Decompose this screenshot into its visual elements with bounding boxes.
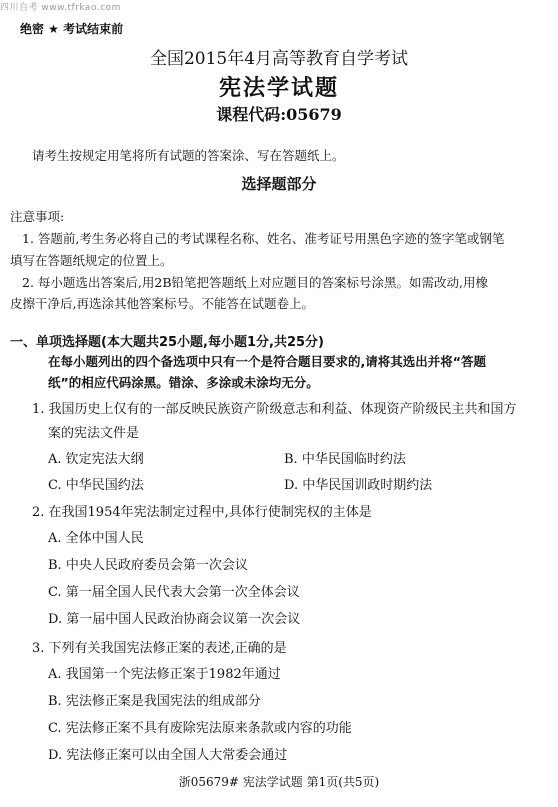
question-1-stem-line-2: 案的宪法文件是	[48, 426, 140, 441]
notes-item-1-line-2: 填写在答题纸规定的位置上。	[10, 253, 173, 268]
watermark-text: 四川自考 www.tfrkao.com	[0, 3, 121, 13]
question-3-option-c: C. 宪法修正案不具有废除宪法原来条款或内容的功能	[48, 721, 352, 736]
part1-instruction-line-2: 纸”的相应代码涂黑。错涂、多涂或未涂均无分。	[48, 375, 319, 390]
question-2-option-a: A. 全体中国人民	[48, 531, 144, 546]
question-2-option-b: B. 中央人民政府委员会第一次会议	[48, 558, 248, 573]
notes-item-2-line-2: 皮擦干净后,再选涂其他答案标号。不能答在试题卷上。	[10, 296, 314, 311]
secret-label: 绝密 ★ 考试结束前	[20, 22, 124, 36]
question-3-option-d: D. 宪法修正案可以由全国人大常委会通过	[48, 748, 288, 763]
question-1-stem-line-1: 1. 我国历史上仅有的一部反映民族资产阶级意志和利益、体现资产阶级民主共和国方	[32, 402, 517, 417]
intro-text: 请考生按规定用笔将所有试题的答案涂、写在答题纸上。	[32, 148, 345, 163]
page-footer: 浙05679# 宪法学试题 第1页(共5页)	[178, 775, 380, 789]
question-3-option-b: B. 宪法修正案是我国宪法的组成部分	[48, 694, 261, 709]
exam-title: 全国2015年4月高等教育自学考试	[149, 49, 409, 69]
question-3-stem: 3. 下列有关我国宪法修正案的表述,正确的是	[32, 641, 287, 656]
question-1-option-b: B. 中华民国临时约法	[284, 452, 406, 467]
question-1-option-d: D. 中华民国训政时期约法	[284, 478, 433, 493]
part1-instruction-line-1: 在每小题列出的四个备选项中只有一个是符合题目要求的,请将其选出并将“答题	[48, 354, 486, 369]
question-2-stem: 2. 在我国1954年宪法制定过程中,具体行使制宪权的主体是	[32, 505, 372, 520]
question-1-option-a: A. 钦定宪法大纲	[48, 452, 144, 467]
section-title: 选择题部分	[241, 175, 317, 193]
question-1-option-c: C. 中华民国约法	[48, 478, 144, 493]
question-2-option-d: D. 第一届中国人民政治协商会议第一次会议	[48, 612, 301, 627]
course-code: 课程代码:05679	[216, 105, 342, 124]
notes-heading: 注意事项:	[10, 209, 65, 224]
question-3-option-a: A. 我国第一个宪法修正案于1982年通过	[48, 667, 281, 682]
part1-heading: 一、单项选择题(本大题共25小题,每小题1分,共25分)	[10, 335, 324, 350]
notes-item-2-line-1: 2. 每小题选出答案后,用2B铅笔把答题纸上对应题目的答案标号涂黑。如需改动,用橡	[22, 275, 488, 290]
question-2-option-c: C. 第一届全国人民代表大会第一次全体会议	[48, 585, 300, 600]
subject-title: 宪法学试题	[218, 75, 339, 101]
notes-item-1-line-1: 1. 答题前,考生务必将自己的考试课程名称、姓名、准考证号用黑色字迹的签字笔或钢笔	[22, 231, 505, 246]
